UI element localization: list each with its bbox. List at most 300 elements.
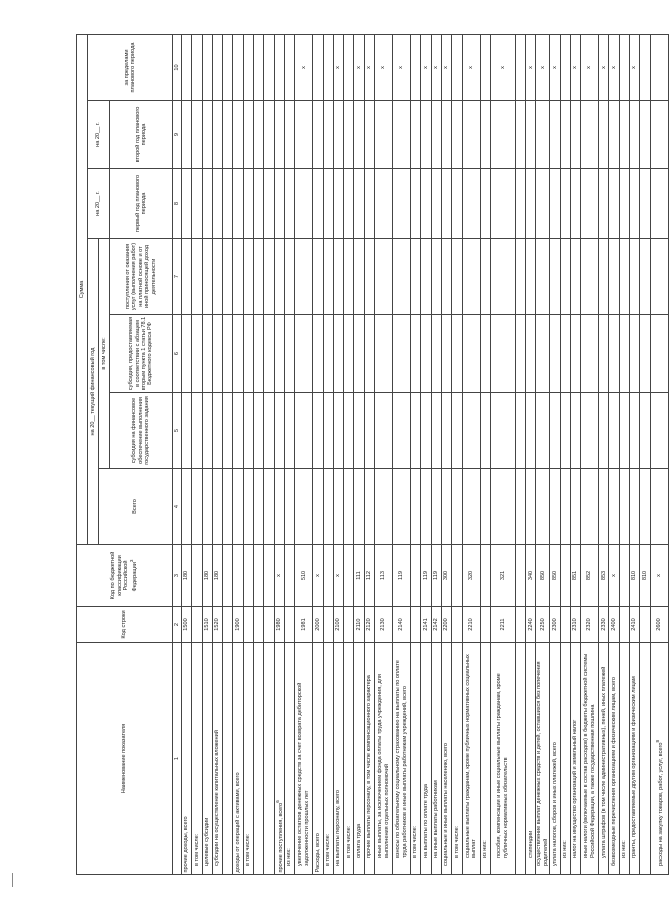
row-value-cell <box>599 101 609 169</box>
row-name-cell <box>313 643 323 875</box>
row-name-cell <box>182 643 192 875</box>
row-beyond-cell: x <box>431 34 441 100</box>
row-kbk-cell: 320 <box>462 545 480 607</box>
row-code-cell: 1510 <box>202 607 212 643</box>
row-value-cell <box>264 239 274 315</box>
col-code-header: Код строки <box>77 607 173 643</box>
table-row <box>295 34 313 874</box>
row-kbk-cell: 180 <box>202 545 212 607</box>
row-name-cell <box>284 643 294 875</box>
financial-plan-table <box>76 34 669 875</box>
row-value-cell <box>640 239 650 315</box>
row-kbk-cell: 850 <box>550 545 560 607</box>
row-value-cell <box>323 239 333 315</box>
row-value-cell <box>536 315 550 393</box>
row-value-cell <box>619 101 629 169</box>
row-value-cell <box>441 469 451 545</box>
row-value-cell <box>295 169 313 239</box>
row-value-cell <box>599 169 609 239</box>
row-name-text: стипендии <box>527 830 534 858</box>
row-value-cell <box>344 239 354 315</box>
row-code-cell <box>411 607 421 643</box>
row-value-cell <box>550 169 560 239</box>
row-beyond-cell: x <box>421 34 431 100</box>
row-name-cell <box>462 643 480 875</box>
row-code-cell <box>560 607 570 643</box>
row-value-cell <box>431 393 441 469</box>
row-name-cell <box>581 643 599 875</box>
row-value-cell <box>452 315 462 393</box>
row-value-cell <box>182 239 192 315</box>
row-kbk-cell <box>254 545 264 607</box>
row-value-cell <box>313 169 323 239</box>
table-row <box>212 34 222 874</box>
row-value-cell <box>452 101 462 169</box>
row-value-cell <box>441 315 451 393</box>
row-value-cell <box>462 315 480 393</box>
row-value-cell <box>452 169 462 239</box>
row-value-cell <box>182 393 192 469</box>
row-name-cell <box>515 643 525 875</box>
row-value-cell <box>323 315 333 393</box>
row-name-cell <box>630 643 640 875</box>
row-value-cell <box>393 315 411 393</box>
row-code-cell: 2410 <box>630 607 640 643</box>
row-value-cell <box>284 315 294 393</box>
row-value-cell <box>581 101 599 169</box>
column-number-cell: 4 <box>173 469 182 545</box>
row-value-cell <box>526 315 536 393</box>
row-value-cell <box>515 101 525 169</box>
col-second-header: второй год планового периода <box>110 101 173 169</box>
row-value-cell <box>421 169 431 239</box>
row-kbk-cell: x <box>313 545 323 607</box>
row-code-cell: 2600 <box>650 607 668 643</box>
row-code-cell: 2250 <box>536 607 550 643</box>
row-code-cell: 1981 <box>295 607 313 643</box>
row-name-cell <box>243 643 253 875</box>
row-beyond-cell <box>264 34 274 100</box>
col-name-header: Наименование показателя <box>77 643 173 875</box>
table-row <box>640 34 650 874</box>
table-row <box>284 34 294 874</box>
row-value-cell <box>192 469 202 545</box>
row-value-cell <box>393 169 411 239</box>
row-name-text: налог на имущество организаций и земельный налог <box>572 719 579 858</box>
row-value-cell <box>284 169 294 239</box>
row-beyond-cell: x <box>599 34 609 100</box>
row-value-cell <box>650 101 668 169</box>
row-value-cell <box>364 315 374 393</box>
column-number-cell: 7 <box>173 239 182 315</box>
row-value-cell <box>344 469 354 545</box>
col-sum-header: Сумма <box>77 34 88 544</box>
row-value-cell <box>526 393 536 469</box>
row-value-cell <box>323 169 333 239</box>
row-value-cell <box>243 239 253 315</box>
row-value-cell <box>333 239 343 315</box>
row-name-text: гранты, предоставляемые другим организациям и физическим лицам <box>631 676 638 858</box>
table-row <box>560 34 570 874</box>
row-code-cell: 2100 <box>333 607 343 643</box>
row-code-cell <box>192 607 202 643</box>
row-kbk-cell: x <box>609 545 619 607</box>
row-name-text: иные налоги (включаемые в состав расходов) в бюджеты бюджетной системы Российской Федерации, а также государственная пошлина <box>583 653 596 858</box>
row-kbk-cell <box>452 545 462 607</box>
row-value-cell <box>375 393 393 469</box>
row-code-cell: 2211 <box>490 607 515 643</box>
row-value-cell <box>560 315 570 393</box>
row-value-cell <box>619 315 629 393</box>
row-name-cell <box>490 643 515 875</box>
row-value-cell <box>313 315 323 393</box>
row-value-cell <box>480 469 490 545</box>
column-number-cell: 1 <box>173 643 182 875</box>
column-number-cell: 8 <box>173 169 182 239</box>
row-beyond-cell: x <box>393 34 411 100</box>
row-name-text: на выплаты по оплате труда <box>422 783 429 858</box>
row-value-cell <box>441 239 451 315</box>
row-beyond-cell <box>182 34 192 100</box>
table-row <box>233 34 243 874</box>
row-value-cell <box>640 315 650 393</box>
row-kbk-cell: 113 <box>375 545 393 607</box>
row-value-cell <box>354 393 364 469</box>
row-value-cell <box>421 469 431 545</box>
row-value-cell <box>202 393 212 469</box>
row-value-cell <box>182 169 192 239</box>
row-code-cell: 2130 <box>375 607 393 643</box>
row-kbk-cell: 119 <box>393 545 411 607</box>
table-row <box>421 34 431 874</box>
row-name-text: в том числе: <box>345 825 352 858</box>
row-value-cell <box>599 469 609 545</box>
row-name-text: Расходы, всего <box>314 833 321 873</box>
row-value-cell <box>411 469 421 545</box>
row-value-cell <box>323 101 333 169</box>
row-value-cell <box>284 101 294 169</box>
row-name-text: прочие доходы, всего <box>183 816 190 873</box>
row-name-cell <box>619 643 629 875</box>
row-kbk-cell <box>560 545 570 607</box>
row-value-cell <box>599 393 609 469</box>
row-name-cell <box>421 643 431 875</box>
row-name-text: на иные выплаты работникам <box>433 780 440 858</box>
row-beyond-cell <box>650 34 668 100</box>
row-value-cell <box>630 469 640 545</box>
row-code-cell <box>264 607 274 643</box>
table-row <box>570 34 580 874</box>
row-beyond-cell: x <box>630 34 640 100</box>
table-row <box>550 34 560 874</box>
footnote-mark: 6 <box>274 800 280 803</box>
row-name-cell <box>536 643 550 875</box>
row-value-cell <box>650 169 668 239</box>
row-value-cell <box>570 169 580 239</box>
row-beyond-cell <box>243 34 253 100</box>
row-name-text: целевые субсидии <box>204 817 211 866</box>
table-row <box>223 34 233 874</box>
row-name-cell <box>375 643 393 875</box>
row-value-cell <box>431 239 441 315</box>
row-value-cell <box>490 469 515 545</box>
row-value-cell <box>274 315 284 393</box>
row-value-cell <box>515 169 525 239</box>
row-kbk-cell: 180 <box>212 545 222 607</box>
row-code-cell: 2110 <box>354 607 364 643</box>
row-value-cell <box>233 315 243 393</box>
row-value-cell <box>650 469 668 545</box>
row-beyond-cell: x <box>490 34 515 100</box>
row-value-cell <box>243 393 253 469</box>
row-name-cell <box>452 643 462 875</box>
row-kbk-cell <box>619 545 629 607</box>
row-value-cell <box>264 169 274 239</box>
table-row <box>243 34 253 874</box>
table-row <box>441 34 451 874</box>
row-name-cell <box>233 643 243 875</box>
row-beyond-cell <box>515 34 525 100</box>
row-beyond-cell <box>323 34 333 100</box>
row-value-cell <box>640 169 650 239</box>
table-row <box>411 34 421 874</box>
row-kbk-cell <box>264 545 274 607</box>
row-code-cell <box>344 607 354 643</box>
row-beyond-cell <box>192 34 202 100</box>
row-value-cell <box>375 169 393 239</box>
row-value-cell <box>375 469 393 545</box>
row-value-cell <box>421 393 431 469</box>
row-beyond-cell <box>284 34 294 100</box>
row-name-text: из них: <box>286 848 293 866</box>
row-kbk-cell: 119 <box>421 545 431 607</box>
row-value-cell <box>254 169 264 239</box>
row-code-cell: 2240 <box>526 607 536 643</box>
row-kbk-cell: 510 <box>295 545 313 607</box>
row-code-cell <box>223 607 233 643</box>
table-row <box>650 34 668 874</box>
row-value-cell <box>202 469 212 545</box>
row-name-cell <box>650 643 668 875</box>
column-number-cell: 2 <box>173 607 182 643</box>
row-value-cell <box>462 239 480 315</box>
row-kbk-cell <box>243 545 253 607</box>
col-incl-header: в том числе: <box>99 239 110 469</box>
row-code-cell: 2141 <box>421 607 431 643</box>
row-beyond-cell <box>452 34 462 100</box>
row-value-cell <box>462 469 480 545</box>
table-row <box>202 34 212 874</box>
row-value-cell <box>480 101 490 169</box>
row-value-cell <box>490 393 515 469</box>
row-code-cell <box>515 607 525 643</box>
row-value-cell <box>630 169 640 239</box>
row-value-cell <box>431 101 441 169</box>
row-beyond-cell: x <box>570 34 580 100</box>
row-kbk-cell: 852 <box>581 545 599 607</box>
row-value-cell <box>609 315 619 393</box>
row-value-cell <box>223 469 233 545</box>
row-value-cell <box>192 101 202 169</box>
row-value-cell <box>581 239 599 315</box>
scan-mark <box>12 873 13 887</box>
table-row <box>393 34 411 874</box>
row-value-cell <box>264 101 274 169</box>
row-value-cell <box>536 393 550 469</box>
row-code-cell: 2400 <box>609 607 619 643</box>
row-value-cell <box>243 101 253 169</box>
row-value-cell <box>274 101 284 169</box>
row-value-cell <box>619 169 629 239</box>
row-value-cell <box>452 239 462 315</box>
table-row <box>526 34 536 874</box>
row-beyond-cell <box>202 34 212 100</box>
row-name-cell <box>364 643 374 875</box>
row-value-cell <box>295 469 313 545</box>
row-beyond-cell <box>560 34 570 100</box>
column-number-cell: 10 <box>173 34 182 100</box>
row-value-cell <box>441 169 451 239</box>
row-name-text: в том числе: <box>193 833 200 866</box>
row-name-text: субсидии на осуществление капитальных вложений <box>214 730 221 866</box>
row-code-cell: 2200 <box>441 607 451 643</box>
table-row <box>354 34 364 874</box>
row-name-text: оплата труда <box>355 823 362 858</box>
row-value-cell <box>570 101 580 169</box>
col-total-header: Всего <box>99 469 173 545</box>
row-value-cell <box>550 239 560 315</box>
row-value-cell <box>515 315 525 393</box>
row-name-cell <box>609 643 619 875</box>
row-value-cell <box>212 315 222 393</box>
row-code-cell <box>640 607 650 643</box>
col-year0-header: на 20__ текущий финансовый год <box>88 239 99 545</box>
row-beyond-cell <box>223 34 233 100</box>
row-value-cell <box>619 239 629 315</box>
row-kbk-cell: x <box>650 545 668 607</box>
row-value-cell <box>550 469 560 545</box>
row-value-cell <box>650 393 668 469</box>
row-value-cell <box>536 101 550 169</box>
row-value-cell <box>570 469 580 545</box>
row-value-cell <box>650 315 668 393</box>
row-code-cell: 2310 <box>570 607 580 643</box>
row-code-cell: 1900 <box>233 607 243 643</box>
row-kbk-cell <box>480 545 490 607</box>
row-value-cell <box>264 393 274 469</box>
row-name-cell <box>212 643 222 875</box>
row-value-cell <box>526 169 536 239</box>
row-value-cell <box>421 239 431 315</box>
footnote-mark: 8 <box>654 739 660 743</box>
row-beyond-cell: x <box>295 34 313 100</box>
row-beyond-cell: x <box>581 34 599 100</box>
table-row <box>609 34 619 874</box>
row-value-cell <box>411 101 421 169</box>
table-row <box>313 34 323 874</box>
row-code-cell <box>619 607 629 643</box>
row-beyond-cell <box>254 34 264 100</box>
row-beyond-cell <box>619 34 629 100</box>
row-value-cell <box>650 239 668 315</box>
row-value-cell <box>581 315 599 393</box>
row-value-cell <box>393 393 411 469</box>
row-kbk-cell <box>223 545 233 607</box>
row-beyond-cell <box>233 34 243 100</box>
row-name-cell <box>441 643 451 875</box>
row-value-cell <box>354 315 364 393</box>
row-value-cell <box>254 393 264 469</box>
table-row <box>462 34 480 874</box>
row-name-text: уплата налогов, сборов и иных платежей, всего <box>551 742 558 866</box>
row-beyond-cell: x <box>333 34 343 100</box>
row-code-cell: 2120 <box>364 607 374 643</box>
table-row <box>333 34 343 874</box>
row-value-cell <box>333 393 343 469</box>
row-value-cell <box>223 393 233 469</box>
row-value-cell <box>223 315 233 393</box>
row-name-text: осуществление выплат денежных средств и детей, оставшихся без попечения родителей <box>536 661 549 866</box>
row-value-cell <box>243 315 253 393</box>
row-value-cell <box>182 315 192 393</box>
row-value-cell <box>515 393 525 469</box>
row-value-cell <box>609 169 619 239</box>
row-name-text: социальные и иные выплаты населению, всего <box>443 742 450 866</box>
row-kbk-cell: 340 <box>526 545 536 607</box>
row-value-cell <box>233 469 243 545</box>
row-value-cell <box>375 239 393 315</box>
row-beyond-cell: x <box>526 34 536 100</box>
row-value-cell <box>526 101 536 169</box>
row-value-cell <box>570 393 580 469</box>
row-name-text: из них: <box>562 840 568 858</box>
row-name-cell <box>560 643 570 875</box>
row-value-cell <box>375 101 393 169</box>
row-name-text: пособия, компенсации и иные социальные выплаты гражданам, кроме публичных нормативных обязательств <box>496 673 509 858</box>
table-row <box>431 34 441 874</box>
row-value-cell <box>364 393 374 469</box>
row-kbk-cell: 112 <box>364 545 374 607</box>
row-value-cell <box>284 393 294 469</box>
row-value-cell <box>202 101 212 169</box>
row-code-cell: 2140 <box>393 607 411 643</box>
table-row <box>274 34 284 874</box>
row-kbk-cell <box>515 545 525 607</box>
row-name-text: в том числе: <box>453 825 460 858</box>
row-name-cell <box>254 643 264 875</box>
column-number-cell: 6 <box>173 315 182 393</box>
row-value-cell <box>333 101 343 169</box>
row-name-cell <box>333 643 343 875</box>
row-name-text: в том числе: <box>412 825 419 858</box>
row-value-cell <box>274 469 284 545</box>
row-value-cell <box>192 169 202 239</box>
row-value-cell <box>599 315 609 393</box>
row-value-cell <box>354 169 364 239</box>
row-value-cell <box>254 315 264 393</box>
row-value-cell <box>560 239 570 315</box>
row-value-cell <box>490 101 515 169</box>
row-value-cell <box>233 393 243 469</box>
row-value-cell <box>202 239 212 315</box>
row-name-cell <box>192 643 202 875</box>
row-value-cell <box>515 469 525 545</box>
row-kbk-cell: x <box>333 545 343 607</box>
row-kbk-cell: 321 <box>490 545 515 607</box>
row-value-cell <box>264 469 274 545</box>
row-value-cell <box>192 393 202 469</box>
table-row <box>619 34 629 874</box>
